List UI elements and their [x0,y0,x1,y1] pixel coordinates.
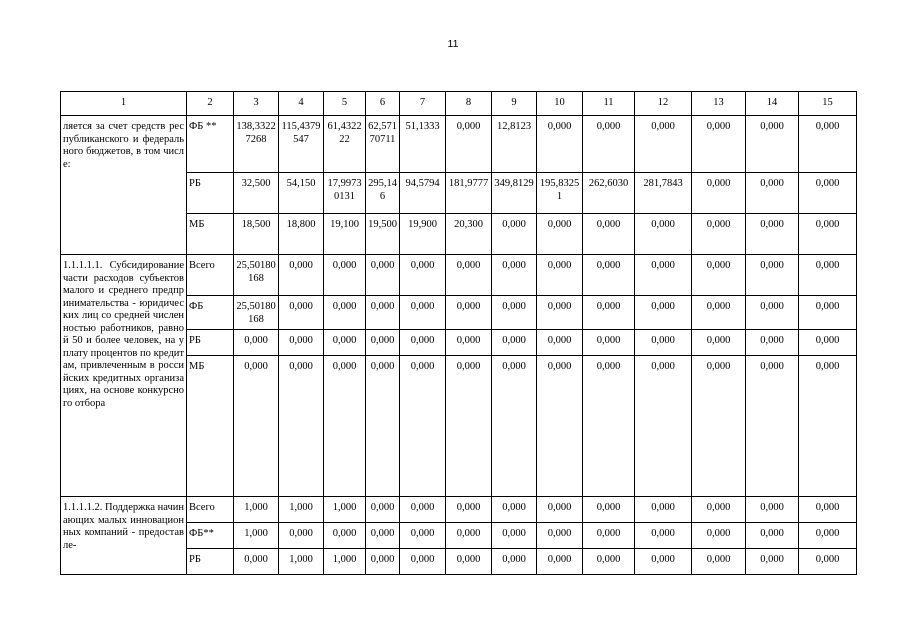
value-cell: 0,000 [492,497,537,523]
value-cell: 0,000 [583,330,635,356]
value-cell: 0,000 [635,116,692,173]
value-cell: 349,8129 [492,173,537,214]
value-cell: 19,900 [400,214,446,255]
value-cell: 0,000 [635,356,692,497]
value-cell: 0,000 [366,330,400,356]
measure-description: ляется за счет средств республиканского и федерального бюджетов, в том числе: [61,116,187,255]
value-cell: 1,000 [279,497,324,523]
table-row [61,116,857,173]
value-cell: 1,000 [279,549,324,575]
value-cell: 0,000 [492,296,537,330]
value-cell: 262,6030 [583,173,635,214]
value-cell: 0,000 [692,116,746,173]
value-cell: 0,000 [537,255,583,296]
funding-source: Всего [187,497,234,523]
funding-source: Всего [187,255,234,296]
value-cell: 195,83251 [537,173,583,214]
value-cell: 62,57170711 [366,116,400,173]
funding-source: РБ [187,173,234,214]
value-cell: 0,000 [366,296,400,330]
value-cell: 0,000 [746,497,799,523]
value-cell: 0,000 [537,116,583,173]
funding-source: РБ [187,549,234,575]
value-cell: 0,000 [799,173,857,214]
value-cell: 0,000 [537,549,583,575]
value-cell: 0,000 [400,497,446,523]
value-cell: 0,000 [746,116,799,173]
value-cell: 0,000 [324,523,366,549]
value-cell: 181,9777 [446,173,492,214]
value-cell: 12,8123 [492,116,537,173]
value-cell: 0,000 [799,549,857,575]
value-cell: 0,000 [234,549,279,575]
funding-source: ФБ** [187,523,234,549]
value-cell: 0,000 [366,549,400,575]
value-cell: 19,500 [366,214,400,255]
value-cell: 0,000 [692,497,746,523]
value-cell: 0,000 [537,497,583,523]
value-cell: 0,000 [746,356,799,497]
value-cell: 0,000 [537,296,583,330]
value-cell: 0,000 [324,330,366,356]
value-cell: 0,000 [635,296,692,330]
funding-source: ФБ [187,296,234,330]
value-cell: 0,000 [583,214,635,255]
value-cell: 0,000 [537,356,583,497]
value-cell: 0,000 [492,214,537,255]
value-cell: 0,000 [799,330,857,356]
value-cell: 0,000 [492,523,537,549]
column-number: 10 [537,92,583,116]
table-row [61,255,857,296]
value-cell: 0,000 [400,523,446,549]
value-cell: 0,000 [446,255,492,296]
value-cell: 0,000 [583,255,635,296]
column-number: 9 [492,92,537,116]
value-cell: 0,000 [692,356,746,497]
value-cell: 138,33227268 [234,116,279,173]
value-cell: 0,000 [279,523,324,549]
value-cell: 18,800 [279,214,324,255]
value-cell: 0,000 [583,116,635,173]
value-cell: 0,000 [492,255,537,296]
value-cell: 115,4379547 [279,116,324,173]
value-cell: 0,000 [583,523,635,549]
value-cell: 0,000 [746,523,799,549]
value-cell: 0,000 [400,549,446,575]
column-number: 2 [187,92,234,116]
value-cell: 0,000 [635,255,692,296]
value-cell: 0,000 [746,330,799,356]
column-number: 3 [234,92,279,116]
value-cell: 1,000 [324,549,366,575]
value-cell: 0,000 [799,214,857,255]
column-number: 11 [583,92,635,116]
funding-source: МБ [187,214,234,255]
value-cell: 1,000 [324,497,366,523]
value-cell: 17,99730131 [324,173,366,214]
value-cell: 0,000 [692,214,746,255]
value-cell: 0,000 [400,330,446,356]
value-cell: 61,432222 [324,116,366,173]
value-cell: 54,150 [279,173,324,214]
value-cell: 0,000 [279,296,324,330]
value-cell: 0,000 [279,255,324,296]
value-cell: 0,000 [746,296,799,330]
value-cell: 0,000 [799,497,857,523]
value-cell: 0,000 [400,356,446,497]
value-cell: 51,1333 [400,116,446,173]
value-cell: 0,000 [692,255,746,296]
column-number: 6 [366,92,400,116]
measure-description: 1.1.1.1.1. Субсидирование части расходов субъектов малого и среднего предпринимательства - юридических лиц со средней численностью работников, равной 50 и более человек, на уплату процентов по кредитам, привлеченным в российских кредитных организациях, на основе конкурсного отбора [61,255,187,497]
value-cell: 0,000 [583,296,635,330]
funding-source: РБ [187,330,234,356]
value-cell: 0,000 [692,549,746,575]
value-cell: 0,000 [635,549,692,575]
value-cell: 0,000 [746,173,799,214]
value-cell: 25,50180168 [234,255,279,296]
value-cell: 18,500 [234,214,279,255]
value-cell: 0,000 [234,356,279,497]
value-cell: 0,000 [492,330,537,356]
value-cell: 0,000 [366,523,400,549]
value-cell: 0,000 [492,549,537,575]
value-cell: 0,000 [446,296,492,330]
measure-description: 1.1.1.1.2. Поддержка начинающих малых инновационных компаний - предоставле- [61,497,187,575]
value-cell: 0,000 [692,330,746,356]
column-number: 1 [61,92,187,116]
value-cell: 0,000 [799,255,857,296]
column-number: 7 [400,92,446,116]
funding-source: ФБ ** [187,116,234,173]
value-cell: 0,000 [635,214,692,255]
value-cell: 0,000 [492,356,537,497]
value-cell: 0,000 [799,116,857,173]
table-row [61,497,857,523]
value-cell: 0,000 [279,330,324,356]
column-number: 8 [446,92,492,116]
column-number: 14 [746,92,799,116]
value-cell: 0,000 [537,330,583,356]
value-cell: 295,146 [366,173,400,214]
column-number: 15 [799,92,857,116]
value-cell: 0,000 [537,523,583,549]
value-cell: 32,500 [234,173,279,214]
value-cell: 1,000 [234,497,279,523]
value-cell: 0,000 [446,497,492,523]
value-cell: 0,000 [324,356,366,497]
value-cell: 0,000 [366,497,400,523]
value-cell: 0,000 [366,356,400,497]
value-cell: 0,000 [583,497,635,523]
value-cell: 0,000 [635,330,692,356]
value-cell: 0,000 [799,296,857,330]
value-cell: 0,000 [692,173,746,214]
value-cell: 0,000 [799,356,857,497]
value-cell: 20,300 [446,214,492,255]
value-cell: 0,000 [583,549,635,575]
value-cell: 0,000 [635,523,692,549]
value-cell: 0,000 [635,497,692,523]
column-number: 12 [635,92,692,116]
value-cell: 0,000 [799,523,857,549]
value-cell: 0,000 [692,523,746,549]
value-cell: 0,000 [537,214,583,255]
column-number: 13 [692,92,746,116]
budget-table [60,91,857,575]
value-cell: 0,000 [324,296,366,330]
column-number: 4 [279,92,324,116]
value-cell: 19,100 [324,214,366,255]
value-cell: 0,000 [400,296,446,330]
value-cell: 0,000 [692,296,746,330]
value-cell: 0,000 [583,356,635,497]
value-cell: 0,000 [746,255,799,296]
value-cell: 0,000 [324,255,366,296]
value-cell: 0,000 [746,549,799,575]
value-cell: 281,7843 [635,173,692,214]
value-cell: 25,50180168 [234,296,279,330]
value-cell: 1,000 [234,523,279,549]
value-cell: 0,000 [279,356,324,497]
value-cell: 0,000 [446,116,492,173]
table-body [61,92,857,575]
value-cell: 0,000 [446,330,492,356]
value-cell: 0,000 [366,255,400,296]
value-cell: 0,000 [446,523,492,549]
column-number-row [61,92,857,116]
value-cell: 0,000 [446,356,492,497]
funding-source: МБ [187,356,234,497]
value-cell: 0,000 [234,330,279,356]
page-number: 11 [447,38,459,50]
column-number: 5 [324,92,366,116]
value-cell: 0,000 [400,255,446,296]
value-cell: 0,000 [446,549,492,575]
value-cell: 0,000 [746,214,799,255]
value-cell: 94,5794 [400,173,446,214]
